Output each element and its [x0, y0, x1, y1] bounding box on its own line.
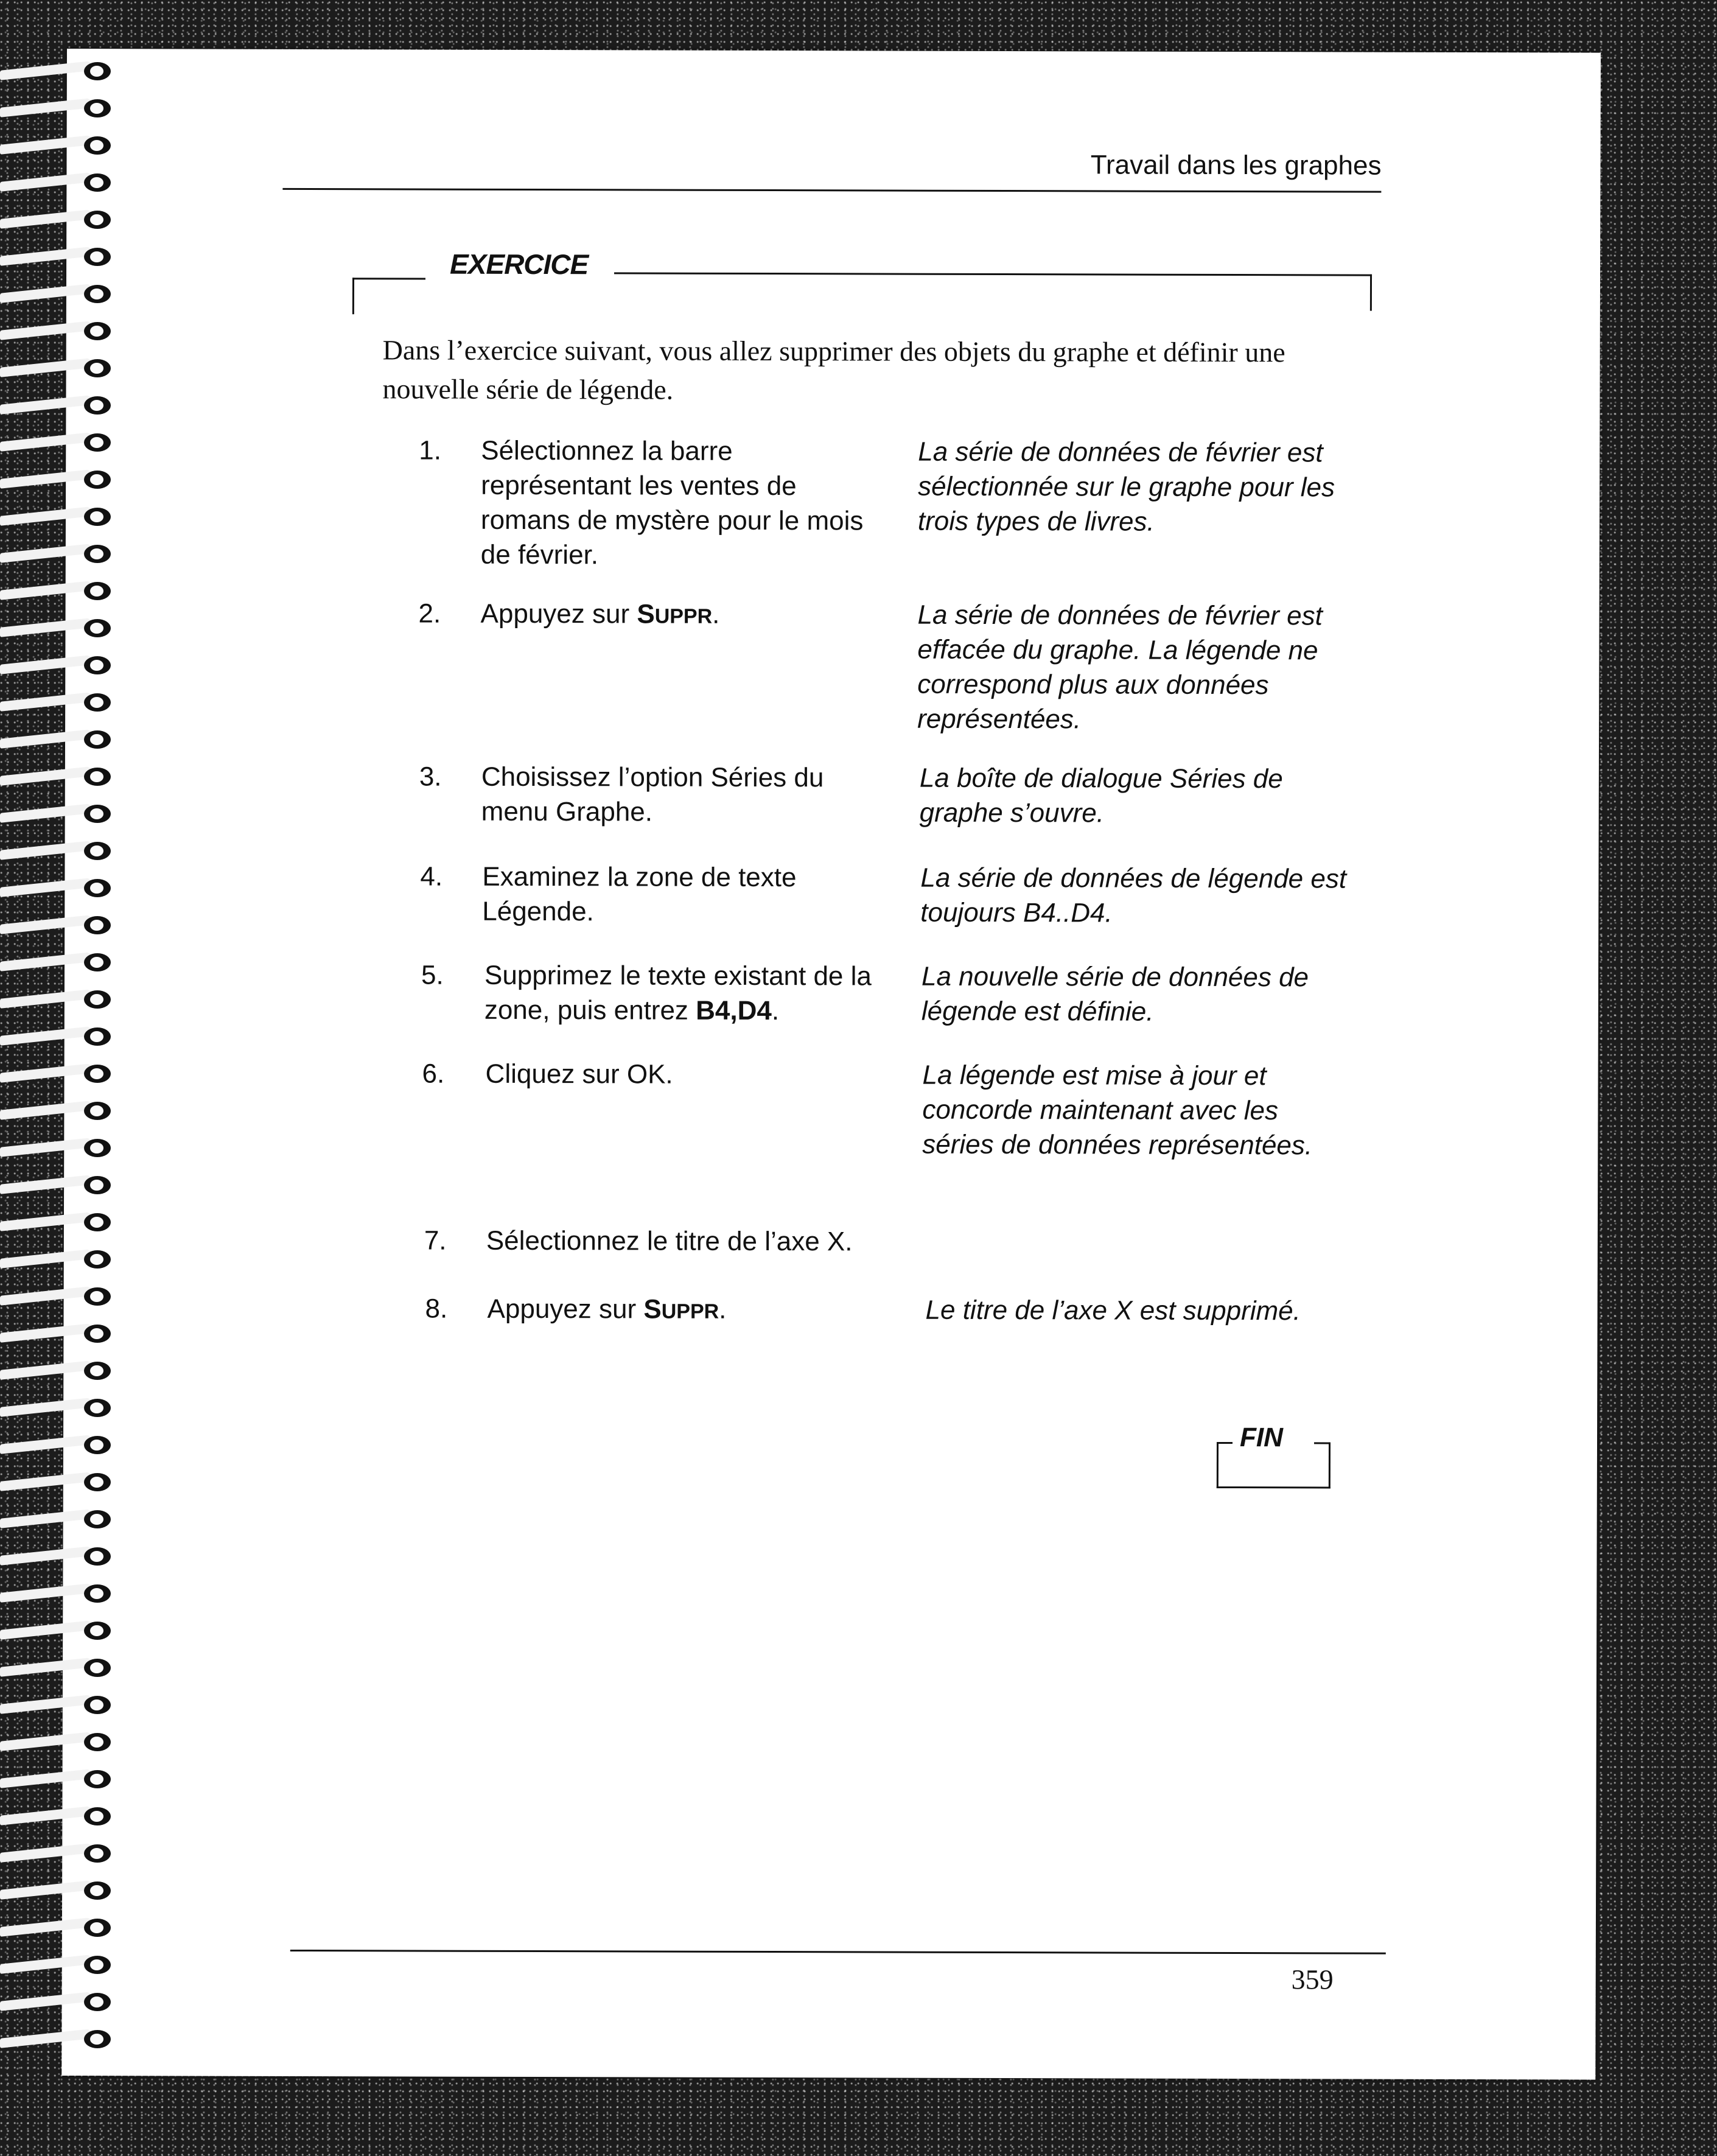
end-marker: [1217, 1415, 1338, 1489]
binding-ring: [0, 841, 116, 861]
ring-wire: [0, 766, 91, 786]
binding-ring: [0, 1955, 116, 1975]
ring-wire: [0, 1175, 91, 1194]
binding-ring: [0, 1657, 116, 1678]
binding-ring: [0, 915, 116, 936]
step-result: La série de données de légende est toujours B4..D4.: [920, 863, 1347, 928]
ring-hole: [84, 1584, 111, 1603]
ring-wire: [0, 172, 91, 192]
binding-ring: [0, 358, 116, 379]
frame-left-tick: [352, 278, 354, 314]
action-text: Supprimez le texte existant de la zone, puis entrez: [484, 960, 872, 1026]
ring-wire: [0, 1657, 91, 1677]
binding-ring: [0, 1435, 116, 1455]
binding-ring: [0, 135, 116, 156]
ring-wire: [0, 1286, 91, 1306]
binding-ring: [0, 692, 116, 713]
ring-hole: [84, 1287, 111, 1306]
action-suffix: .: [719, 1294, 727, 1325]
ring-hole: [84, 1213, 111, 1231]
ring-hole: [84, 1956, 111, 1974]
exercise-title: EXERCICE: [450, 248, 589, 281]
ring-hole: [84, 582, 111, 600]
ring-wire: [0, 1138, 91, 1157]
ring-hole: [84, 1844, 111, 1863]
action-text: Appuyez sur: [487, 1293, 644, 1325]
step-result: La série de données de février est sélectionnée sur le graphe pour les trois types de livres.: [917, 436, 1335, 537]
header-rule: [282, 188, 1381, 193]
step-number: 2.: [418, 598, 441, 629]
ring-wire: [0, 209, 91, 229]
ring-wire: [0, 1806, 91, 1825]
ring-hole: [84, 768, 111, 786]
ring-wire: [0, 506, 91, 526]
ring-wire: [0, 247, 91, 266]
ring-hole: [84, 1622, 111, 1640]
binding-ring: [0, 172, 116, 193]
end-top-left-rule: [1217, 1442, 1233, 1444]
ring-hole: [84, 322, 111, 340]
binding-ring: [0, 989, 116, 1010]
step-result: La nouvelle série de données de légende est définie.: [921, 961, 1309, 1027]
step-action: Sélectionnez le titre de l’axe X.: [486, 1225, 853, 1257]
binding-ring: [0, 321, 116, 341]
ring-wire: [0, 1880, 91, 1900]
ring-hole: [84, 953, 111, 971]
ring-wire: [0, 1992, 91, 2011]
ring-wire: [0, 1620, 91, 1640]
binding-ring: [0, 655, 116, 676]
ring-wire: [0, 135, 91, 155]
binding-ring: [0, 469, 116, 490]
ring-hole: [84, 1250, 111, 1269]
ring-wire: [0, 2029, 91, 2048]
binding-ring: [0, 1323, 116, 1344]
binding-ring: [0, 1360, 116, 1381]
ring-wire: [0, 841, 91, 860]
binding-ring: [0, 284, 116, 304]
end-label: FIN: [1239, 1423, 1283, 1453]
ring-hole: [84, 879, 111, 897]
step-result: Le titre de l’axe X est supprimé.: [925, 1295, 1301, 1326]
action-text: Appuyez sur: [480, 598, 637, 629]
step-number: 6.: [422, 1059, 445, 1089]
ring-wire: [0, 1843, 91, 1863]
binding-ring: [0, 1472, 116, 1493]
binding-ring: [0, 581, 116, 601]
ring-wire: [0, 729, 91, 749]
ring-hole: [84, 285, 111, 303]
key-name: [643, 1294, 719, 1324]
ring-hole: [84, 508, 111, 526]
binding-ring: [0, 1992, 116, 2012]
ring-wire: [0, 1472, 91, 1491]
binding-ring: [0, 395, 116, 416]
binding-ring: [0, 1843, 116, 1864]
ring-wire: [0, 469, 91, 489]
ring-wire: [0, 1323, 91, 1343]
key-rest: UPPR: [661, 1300, 719, 1323]
ring-wire: [0, 878, 91, 897]
binding-ring: [0, 878, 116, 898]
ring-hole: [84, 1770, 111, 1788]
ring-wire: [0, 544, 91, 563]
binding-ring: [0, 1806, 116, 1827]
ring-hole: [84, 359, 111, 377]
ring-hole: [84, 730, 111, 749]
binding-ring: [0, 1880, 116, 1901]
ring-wire: [0, 1360, 91, 1380]
binding-ring: [0, 1286, 116, 1307]
ring-hole: [84, 1881, 111, 1900]
ring-hole: [84, 1399, 111, 1417]
ring-hole: [84, 1510, 111, 1528]
ring-hole: [84, 99, 111, 117]
ring-hole: [84, 656, 111, 674]
entered-value: B4,D4: [696, 995, 772, 1026]
end-top-right-rule: [1314, 1442, 1330, 1444]
ring-wire: [0, 1398, 91, 1417]
frame-right-tick: [1370, 275, 1372, 311]
ring-hole: [84, 1102, 111, 1120]
running-header: Travail dans les graphes: [1090, 150, 1382, 181]
step-number: 8.: [425, 1293, 448, 1324]
binding-ring: [0, 506, 116, 527]
binding-ring: [0, 729, 116, 750]
action-suffix: .: [712, 599, 720, 629]
binding-ring: [0, 1063, 116, 1084]
ring-hole: [84, 396, 111, 415]
step-number: 1.: [419, 435, 442, 466]
ring-wire: [0, 692, 91, 712]
step-number: 7.: [424, 1225, 447, 1256]
ring-wire: [0, 284, 91, 303]
ring-wire: [0, 1101, 91, 1120]
ring-wire: [0, 915, 91, 934]
exercise-intro: Dans l’exercice suivant, vous allez supprimer des objets du graphe et définir une nouvelle série de légende.: [382, 334, 1285, 405]
ring-hole: [84, 1473, 111, 1491]
ring-hole: [84, 1993, 111, 2011]
ring-wire: [0, 1695, 91, 1714]
ring-hole: [84, 805, 111, 823]
ring-hole: [84, 1807, 111, 1825]
binding-ring: [0, 1175, 116, 1195]
ring-hole: [84, 1325, 111, 1343]
ring-wire: [0, 1583, 91, 1603]
step-number: 5.: [421, 960, 444, 990]
step-action: Choisissez l’option Séries du menu Graphe.: [481, 761, 824, 827]
binding-ring: [0, 952, 116, 973]
ring-wire: [0, 581, 91, 600]
binding-ring: [0, 1212, 116, 1233]
ring-hole: [84, 2030, 111, 2048]
binding-ring: [0, 1509, 116, 1530]
binding-ring: [0, 1249, 116, 1270]
ring-wire: [0, 655, 91, 674]
ring-hole: [84, 1065, 111, 1083]
ring-wire: [0, 1546, 91, 1566]
binding-ring: [0, 209, 116, 230]
ring-hole: [84, 248, 111, 266]
ring-wire: [0, 395, 91, 415]
binding-ring: [0, 1026, 116, 1047]
ring-wire: [0, 321, 91, 340]
binding-ring: [0, 544, 116, 564]
ring-hole: [84, 433, 111, 452]
step-action: [484, 958, 886, 1029]
end-bottom-border: [1217, 1486, 1331, 1488]
binding-ring: [0, 432, 116, 453]
ring-wire: [0, 1026, 91, 1046]
binding-ring: [0, 1620, 116, 1641]
end-right-border: [1329, 1442, 1331, 1488]
ring-wire: [0, 1063, 91, 1083]
ring-wire: [0, 803, 91, 823]
binding-ring: [0, 803, 116, 824]
ring-wire: [0, 1249, 91, 1269]
ring-hole: [84, 1436, 111, 1454]
footer-rule: [290, 1950, 1386, 1955]
ring-hole: [84, 1362, 111, 1380]
ring-hole: [84, 1919, 111, 1937]
ring-hole: [84, 1733, 111, 1751]
ring-hole: [84, 693, 111, 712]
ring-hole: [84, 619, 111, 637]
ring-hole: [84, 1027, 111, 1046]
ring-hole: [84, 1547, 111, 1566]
ring-wire: [0, 61, 91, 80]
step-result: La série de données de février est effacée du graphe. La légende ne correspond plus aux données représentées.: [917, 600, 1323, 735]
binding-ring: [0, 247, 116, 267]
ring-wire: [0, 1769, 91, 1788]
ring-hole: [84, 471, 111, 489]
binding-ring: [0, 1917, 116, 1938]
frame-top-right-rule: [614, 272, 1372, 276]
binding-ring: [0, 1546, 116, 1567]
step-result: La boîte de dialogue Séries de graphe s’ouvre.: [919, 763, 1283, 828]
ring-hole: [84, 1139, 111, 1157]
page-number: 359: [1291, 1964, 1334, 1995]
spiral-binding: [0, 61, 122, 2070]
ring-hole: [84, 62, 111, 80]
step-action: Examinez la zone de texte Légende.: [482, 861, 797, 927]
step-action: Sélectionnez la barre représentant les ventes de romans de mystère pour le mois de février.: [480, 435, 864, 570]
ring-wire: [0, 432, 91, 452]
ring-wire: [0, 1955, 91, 1974]
ring-hole: [84, 136, 111, 155]
action-suffix: .: [771, 996, 780, 1026]
binding-ring: [0, 1398, 116, 1418]
binding-ring: [0, 1101, 116, 1121]
step-action: [480, 597, 882, 635]
key-name: [637, 599, 712, 629]
binding-ring: [0, 2029, 116, 2049]
ring-hole: [84, 1659, 111, 1677]
ring-hole: [84, 1696, 111, 1714]
ring-hole: [84, 173, 111, 192]
ring-wire: [0, 1509, 91, 1528]
binding-ring: [0, 766, 116, 787]
key-initial: S: [637, 599, 655, 629]
ring-hole: [84, 916, 111, 934]
ring-wire: [0, 952, 91, 971]
binding-ring: [0, 1695, 116, 1715]
binding-ring: [0, 98, 116, 119]
ring-wire: [0, 1917, 91, 1937]
ring-hole: [84, 990, 111, 1009]
frame-top-left-rule: [352, 278, 425, 279]
ring-wire: [0, 1212, 91, 1231]
key-rest: UPPR: [654, 604, 713, 628]
ring-wire: [0, 98, 91, 117]
ring-hole: [84, 545, 111, 563]
end-left-border: [1217, 1442, 1219, 1488]
binding-ring: [0, 618, 116, 639]
step-action: [487, 1292, 889, 1330]
ring-hole: [84, 1176, 111, 1194]
ring-hole: [84, 842, 111, 860]
book-page: [61, 49, 1601, 2080]
step-action: Cliquez sur OK.: [485, 1059, 673, 1090]
binding-ring: [0, 1138, 116, 1158]
binding-ring: [0, 1732, 116, 1752]
ring-wire: [0, 1435, 91, 1454]
step-number: 4.: [420, 861, 443, 892]
key-initial: S: [643, 1294, 662, 1325]
binding-ring: [0, 1769, 116, 1790]
ring-hole: [84, 211, 111, 229]
binding-ring: [0, 1583, 116, 1604]
ring-wire: [0, 618, 91, 637]
ring-wire: [0, 358, 91, 377]
step-result: La légende est mise à jour et concorde maintenant avec les séries de données représentées.: [922, 1060, 1313, 1161]
binding-ring: [0, 61, 116, 82]
step-number: 3.: [419, 761, 442, 792]
ring-wire: [0, 989, 91, 1009]
ring-wire: [0, 1732, 91, 1751]
